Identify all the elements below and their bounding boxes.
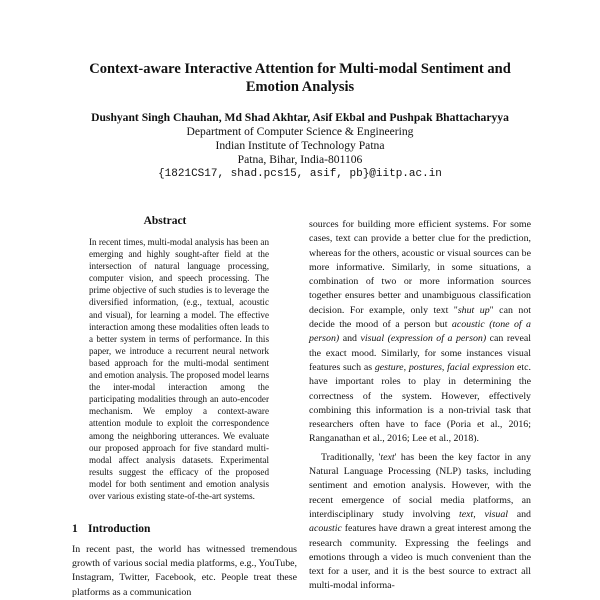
text-run: ' has been the key factor in any Natural Language Processing (NLP) tasks, including sentiment and emotion analysis. However, with the recent emergence of social media platforms, an interdisciplinary study involving (309, 451, 532, 520)
abstract-text: In recent times, multi-modal analysis has been an emerging and highly sought-after field at the intersection of natural language processing, computer vision, and speech processing. The prime objective of such studies is to leverage the diversified information, (e.g., textual, acoustic and visual), for learning a model. The effective interaction among these modalities often leads to a better system in terms of performance. In this paper, we introduce a recurrent neural network based approach for the multi-modal sentiment and emotion analysis. The proposed model learns the inter-modal interaction among the participating modalities through an auto-encoder mechanism. We employ a context-aware attention module to exploit the correspondence among the neighboring utterances. We evaluate our proposed approach for five standard multi-modal affect analysis datasets. Experimental results suggest the efficacy of the proposed model for both sentiment and emotion analysis over various existing state-of-the-art systems. (89, 237, 269, 501)
introduction-text: In recent past, the world has witnessed tremendous growth of various social media platforms, e.g., YouTube, Instagram, Twitter, Facebook, etc. People treat these platforms as a communication (72, 544, 297, 598)
emphasis-shut-up: shut up (457, 304, 490, 316)
right-column (309, 218, 531, 594)
emphasis-gesture: gesture (374, 361, 404, 373)
paragraph-traditionally (309, 451, 531, 594)
author-list: Dushyant Singh Chauhan, Md Shad Akhtar, Asif Ekbal and Pushpak Bhattacharyya (91, 111, 509, 124)
text-run: can reveal the exact mood. Similarly, for some instances visual features such as (309, 333, 531, 373)
section-heading-introduction (72, 523, 272, 535)
emphasis-acoustic: acoustic (tone of a person) (309, 319, 531, 345)
author-emails: {1821CS17, shad.pcs15, asif, pb}@iitp.ac.in (158, 168, 442, 180)
emphasis-text: text (459, 508, 474, 520)
paper-title (60, 60, 540, 96)
emphasis-facial-expression: facial expression (447, 361, 515, 373)
affiliation-institute: Indian Institute of Technology Patna (215, 139, 385, 152)
text-run: and (339, 333, 361, 345)
text-run: , (441, 361, 448, 373)
title-line-1: Context-aware Interactive Attention for Multi-modal Sentiment and (89, 61, 511, 77)
emphasis-acoustic: acoustic (309, 523, 342, 535)
text-run: , (473, 508, 485, 520)
text-run: etc. have important roles to play in determining the correctness of the system. However, effectively combining this information is a non-trivial task that researchers often have to face (Poria et al., 2016; Ranganathan et al., 2016; Lee et al., 2018). (309, 361, 532, 445)
text-run: , (403, 361, 409, 373)
affiliation-department: Department of Computer Science & Engineering (186, 125, 414, 138)
text-run: sources for building more efficient systems. For some cases, text can provide a better clue for the prediction, whereas for the others, acoustic or visual sources can be more informative. Similarly, in some situations, a combination of two or more information sources together ensures better and unambiguous classification decision. For example, only text " (309, 219, 531, 316)
emphasis-text: text (380, 451, 395, 463)
text-run: and (508, 508, 531, 520)
section-title: Introduction (88, 523, 151, 535)
text-run: Traditionally, ' (321, 451, 381, 463)
emphasis-visual: visual (expression of a person) (360, 333, 487, 345)
emphasis-postures: postures (408, 361, 442, 373)
paragraph-modalities (309, 218, 531, 447)
emphasis-visual: visual (484, 508, 509, 520)
title-line-2: Emotion Analysis (245, 79, 355, 95)
text-run: " can not decide the mood of a person but (309, 304, 531, 331)
affiliation-address: Patna, Bihar, India-801106 (237, 153, 363, 166)
abstract-heading: Abstract (143, 215, 187, 227)
section-number: 1 (72, 523, 78, 535)
text-run: features have drawn a great interest among the research community. Expressing the feelings and emotions through a video is much convenient than the text for a user, and it is the best source to extract all multi-modal informa- (309, 523, 531, 592)
